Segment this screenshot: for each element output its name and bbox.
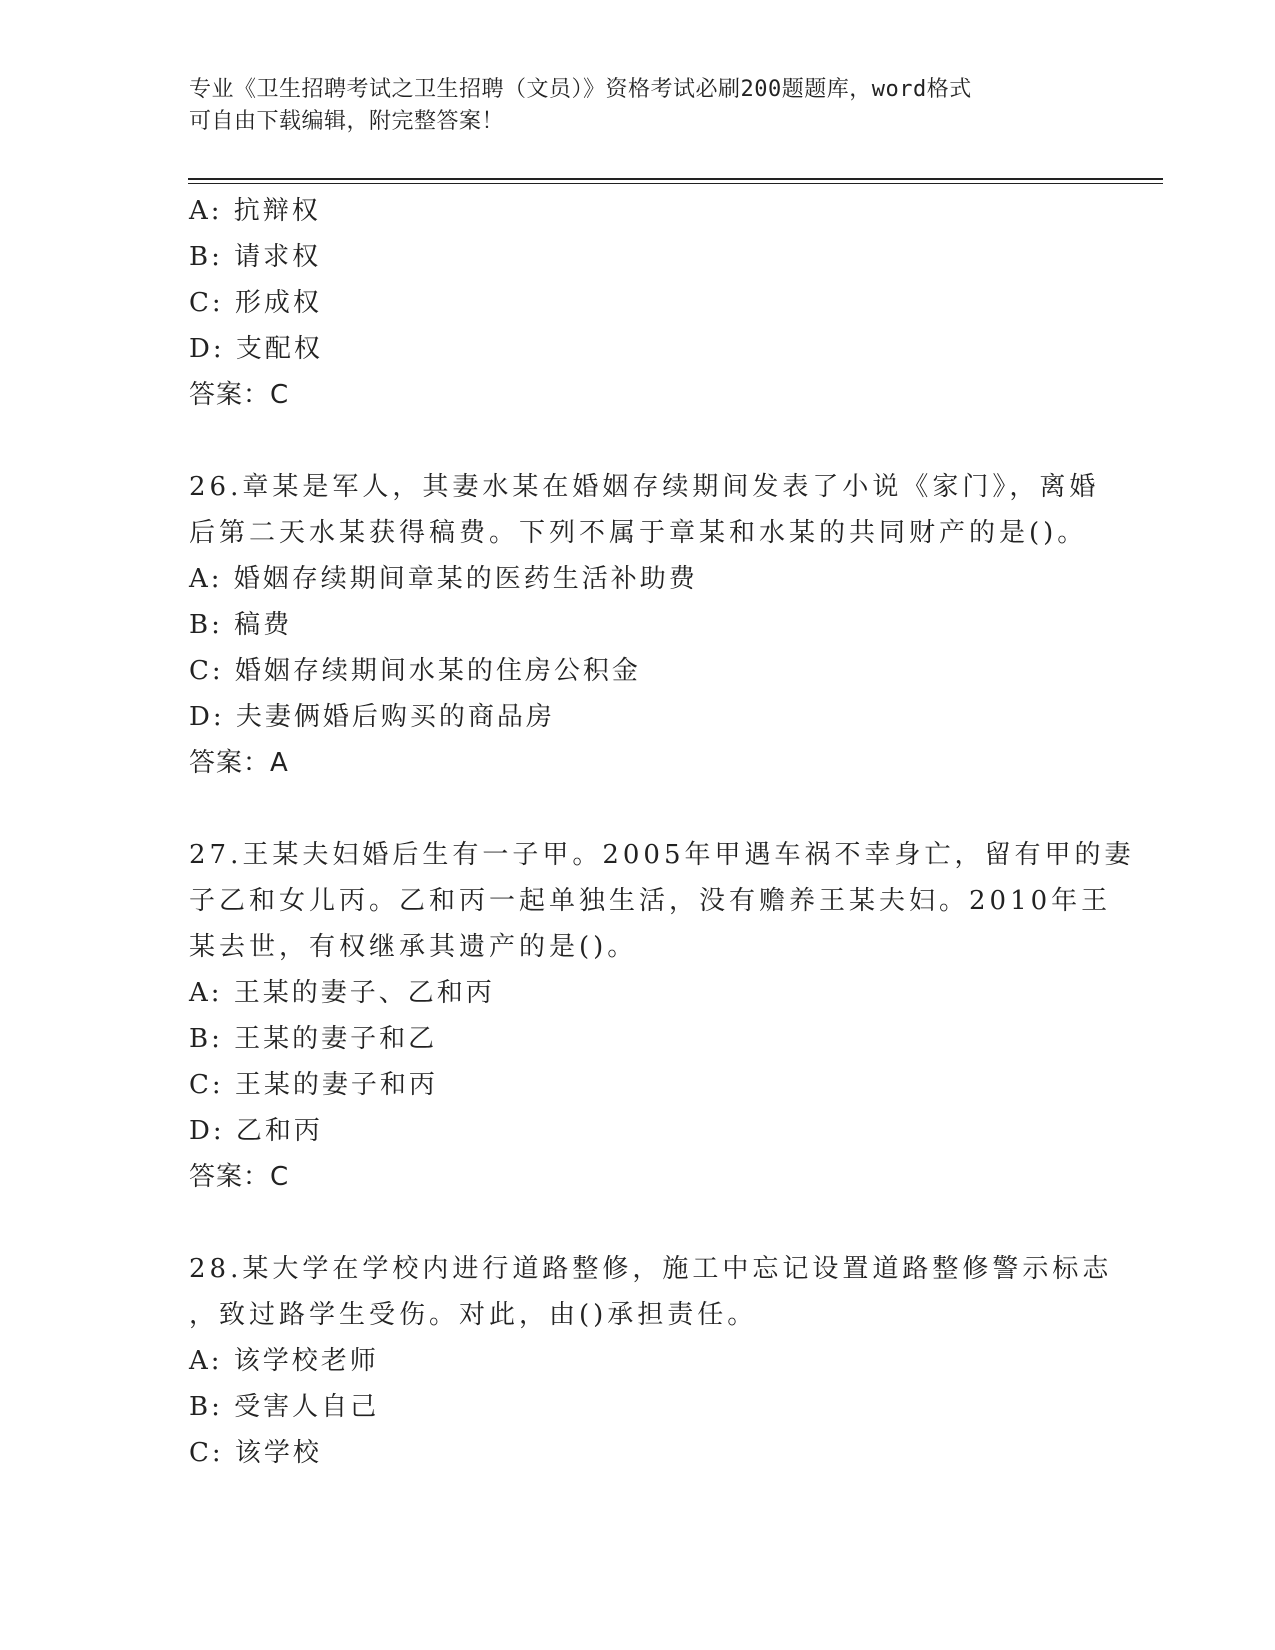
option-d: D: 乙和丙	[189, 1116, 323, 1146]
option-c: C: 形成权	[189, 288, 322, 318]
option-b: B: 受害人自己	[189, 1392, 380, 1422]
option-a: A: 抗辩权	[189, 196, 321, 226]
stem-line: 某去世，有权继承其遗产的是()。	[189, 932, 638, 962]
question-26	[189, 464, 1149, 786]
spacer	[189, 1200, 1149, 1246]
question-stem	[189, 464, 1149, 556]
stem-line: 28.某大学在学校内进行道路整修，施工中忘记设置道路整修警示标志	[189, 1254, 1113, 1284]
header-divider-thick	[188, 178, 1163, 180]
question-content	[189, 188, 1149, 1476]
question-27	[189, 832, 1149, 1200]
option-a: A: 婚姻存续期间章某的医药生活补助费	[189, 564, 698, 594]
option-b: B: 稿费	[189, 610, 293, 640]
header-title-line-1: 专业《卫生招聘考试之卫生招聘（文员）》资格考试必刷200题题库，word格式	[189, 77, 972, 102]
spacer	[189, 418, 1149, 464]
option-d: D: 支配权	[189, 334, 323, 364]
header-divider-thin	[188, 183, 1163, 184]
option-c: C: 该学校	[189, 1438, 322, 1468]
answer-line: 答案：A	[189, 748, 289, 778]
document-header	[189, 74, 1089, 138]
answer-line: 答案：C	[189, 1162, 290, 1192]
header-title-line-2: 可自由下载编辑，附完整答案！	[189, 109, 505, 134]
question-25-continued	[189, 188, 1149, 418]
option-b: B: 王某的妻子和乙	[189, 1024, 438, 1054]
question-stem	[189, 1246, 1149, 1338]
option-a: A: 王某的妻子、乙和丙	[189, 978, 495, 1008]
option-c: C: 婚姻存续期间水某的住房公积金	[189, 656, 641, 686]
option-a: A: 该学校老师	[189, 1346, 379, 1376]
question-stem	[189, 832, 1149, 970]
answer-line: 答案：C	[189, 380, 290, 410]
stem-line: ，致过路学生受伤。对此，由()承担责任。	[189, 1300, 758, 1330]
question-28	[189, 1246, 1149, 1476]
stem-line: 27.王某夫妇婚后生有一子甲。2005年甲遇车祸不幸身亡，留有甲的妻	[189, 840, 1135, 870]
option-c: C: 王某的妻子和丙	[189, 1070, 438, 1100]
stem-line: 26.章某是军人，其妻水某在婚姻存续期间发表了小说《家门》，离婚	[189, 472, 1100, 502]
spacer	[189, 786, 1149, 832]
option-b: B: 请求权	[189, 242, 322, 272]
stem-line: 后第二天水某获得稿费。下列不属于章某和水某的共同财产的是()。	[189, 518, 1088, 548]
option-d: D: 夫妻俩婚后购买的商品房	[189, 702, 555, 732]
stem-line: 子乙和女儿丙。乙和丙一起单独生活，没有赡养王某夫妇。2010年王	[189, 886, 1112, 916]
